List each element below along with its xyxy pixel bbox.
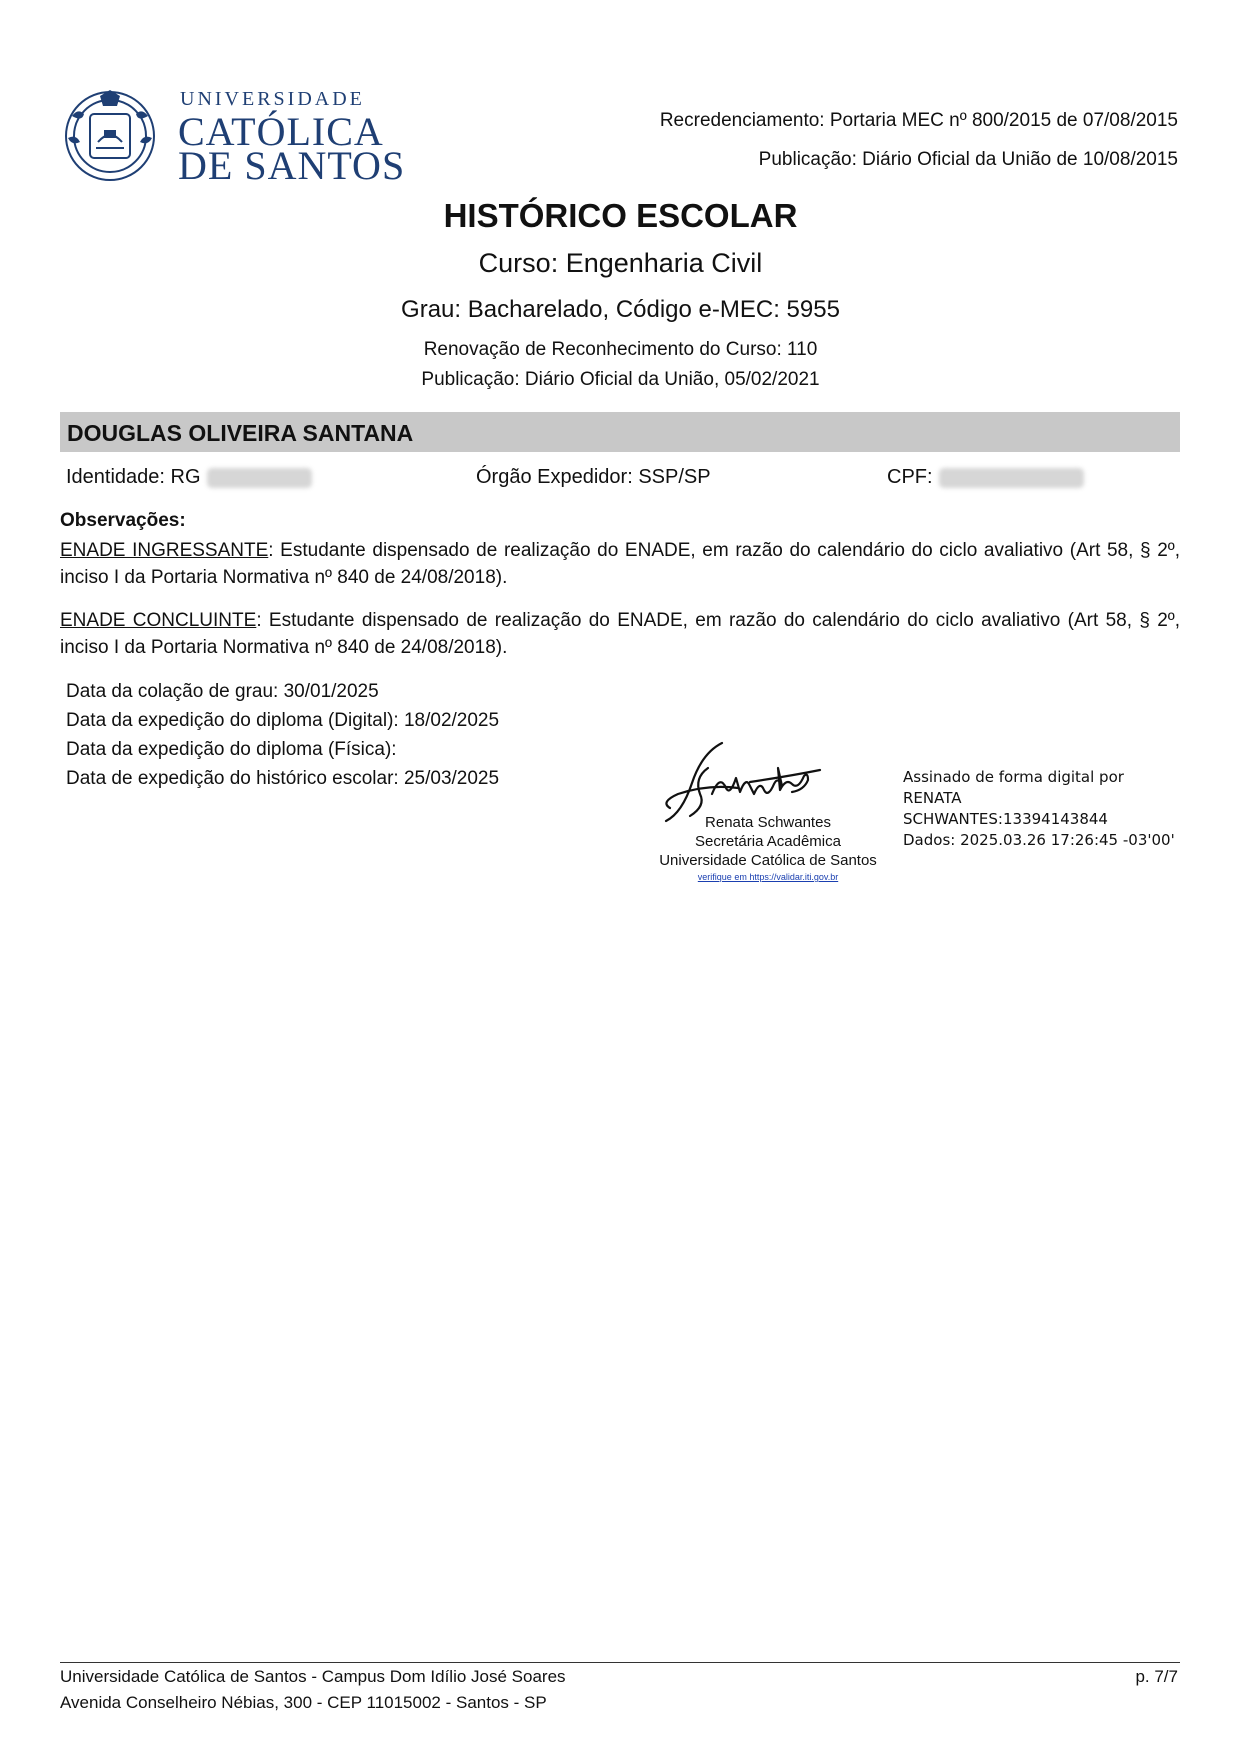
footer-divider — [60, 1662, 1180, 1663]
logo-line-3: DE SANTOS — [178, 143, 406, 188]
publicacao-header-text: Publicação: Diário Oficial da União de 10/08/2015 — [758, 149, 1178, 170]
university-crest-icon — [58, 86, 168, 186]
publicacao-text: Publicação: Diário Oficial da União, 05/02/2021 — [421, 369, 820, 390]
grau-text: Grau: Bacharelado, Código e-MEC: 5955 — [401, 296, 840, 323]
recredenciamento-text: Recredenciamento: Portaria MEC nº 800/2015 de 07/08/2015 — [659, 110, 1178, 131]
identidade-field — [66, 466, 312, 489]
logo-line-1: UNIVERSIDADE — [180, 88, 365, 110]
digital-sign-line-3: SCHWANTES:13394143844 — [903, 810, 1108, 828]
page-number: p. 7/7 — [1135, 1667, 1178, 1686]
student-name: DOUGLAS OLIVEIRA SANTANA — [67, 420, 414, 446]
enade-concluinte-paragraph — [60, 607, 1180, 661]
renovacao-text: Renovação de Reconhecimento do Curso: 110 — [423, 339, 818, 360]
verify-link[interactable]: verifique em https://validar.iti.gov.br — [697, 872, 839, 882]
signer-institution: Universidade Católica de Santos — [659, 852, 877, 869]
data-diploma-digital: Data da expedição do diploma (Digital): 18/02/2025 — [66, 710, 500, 731]
cpf-redacted — [939, 468, 1084, 488]
data-diploma-fisica: Data da expedição do diploma (Física): — [66, 739, 397, 760]
enade-concluinte-label: ENADE CONCLUINTE — [60, 610, 257, 631]
digital-sign-line-2: RENATA — [903, 789, 962, 807]
enade-ingressante-text: : Estudante dispensado de realização do ENADE, em razão do calendário do ciclo avaliativo (Art 58, § 2º, inciso I da Portaria Normativa nº 840 de 24/08/2018). — [60, 540, 1180, 588]
orgao-expedidor: Órgão Expedidor: SSP/SP — [476, 466, 711, 488]
digital-sign-line-1: Assinado de forma digital por — [903, 768, 1124, 786]
footer-line-1: Universidade Católica de Santos - Campus Dom Idílio José Soares — [60, 1667, 566, 1686]
observacoes-title: Observações: — [60, 510, 186, 531]
university-logo — [58, 86, 418, 186]
data-colacao: Data da colação de grau: 30/01/2025 — [66, 681, 379, 702]
logo-line-2: CATÓLICA — [178, 109, 384, 154]
cpf-label: CPF: — [887, 466, 933, 488]
signer-role: Secretária Acadêmica — [695, 833, 841, 850]
enade-ingressante-label: ENADE INGRESSANTE — [60, 540, 269, 561]
rg-redacted — [207, 468, 312, 488]
enade-concluinte-text: : Estudante dispensado de realização do ENADE, em razão do calendário do ciclo avaliativo (Art 58, § 2º, inciso I da Portaria Normativa nº 840 de 24/08/2018). — [60, 610, 1181, 658]
footer-line-2: Avenida Conselheiro Nébias, 300 - CEP 11015002 - Santos - SP — [60, 1693, 547, 1712]
digital-sign-line-4: Dados: 2025.03.26 17:26:45 -03'00' — [903, 831, 1175, 849]
cpf-field — [887, 466, 1084, 489]
enade-ingressante-paragraph — [60, 537, 1180, 591]
data-historico: Data de expedição do histórico escolar: 25/03/2025 — [66, 768, 500, 789]
identidade-label: Identidade: RG — [66, 466, 201, 488]
course-text: Curso: Engenharia Civil — [478, 248, 763, 278]
document-title: HISTÓRICO ESCOLAR — [443, 197, 798, 234]
signer-name: Renata Schwantes — [705, 814, 831, 831]
